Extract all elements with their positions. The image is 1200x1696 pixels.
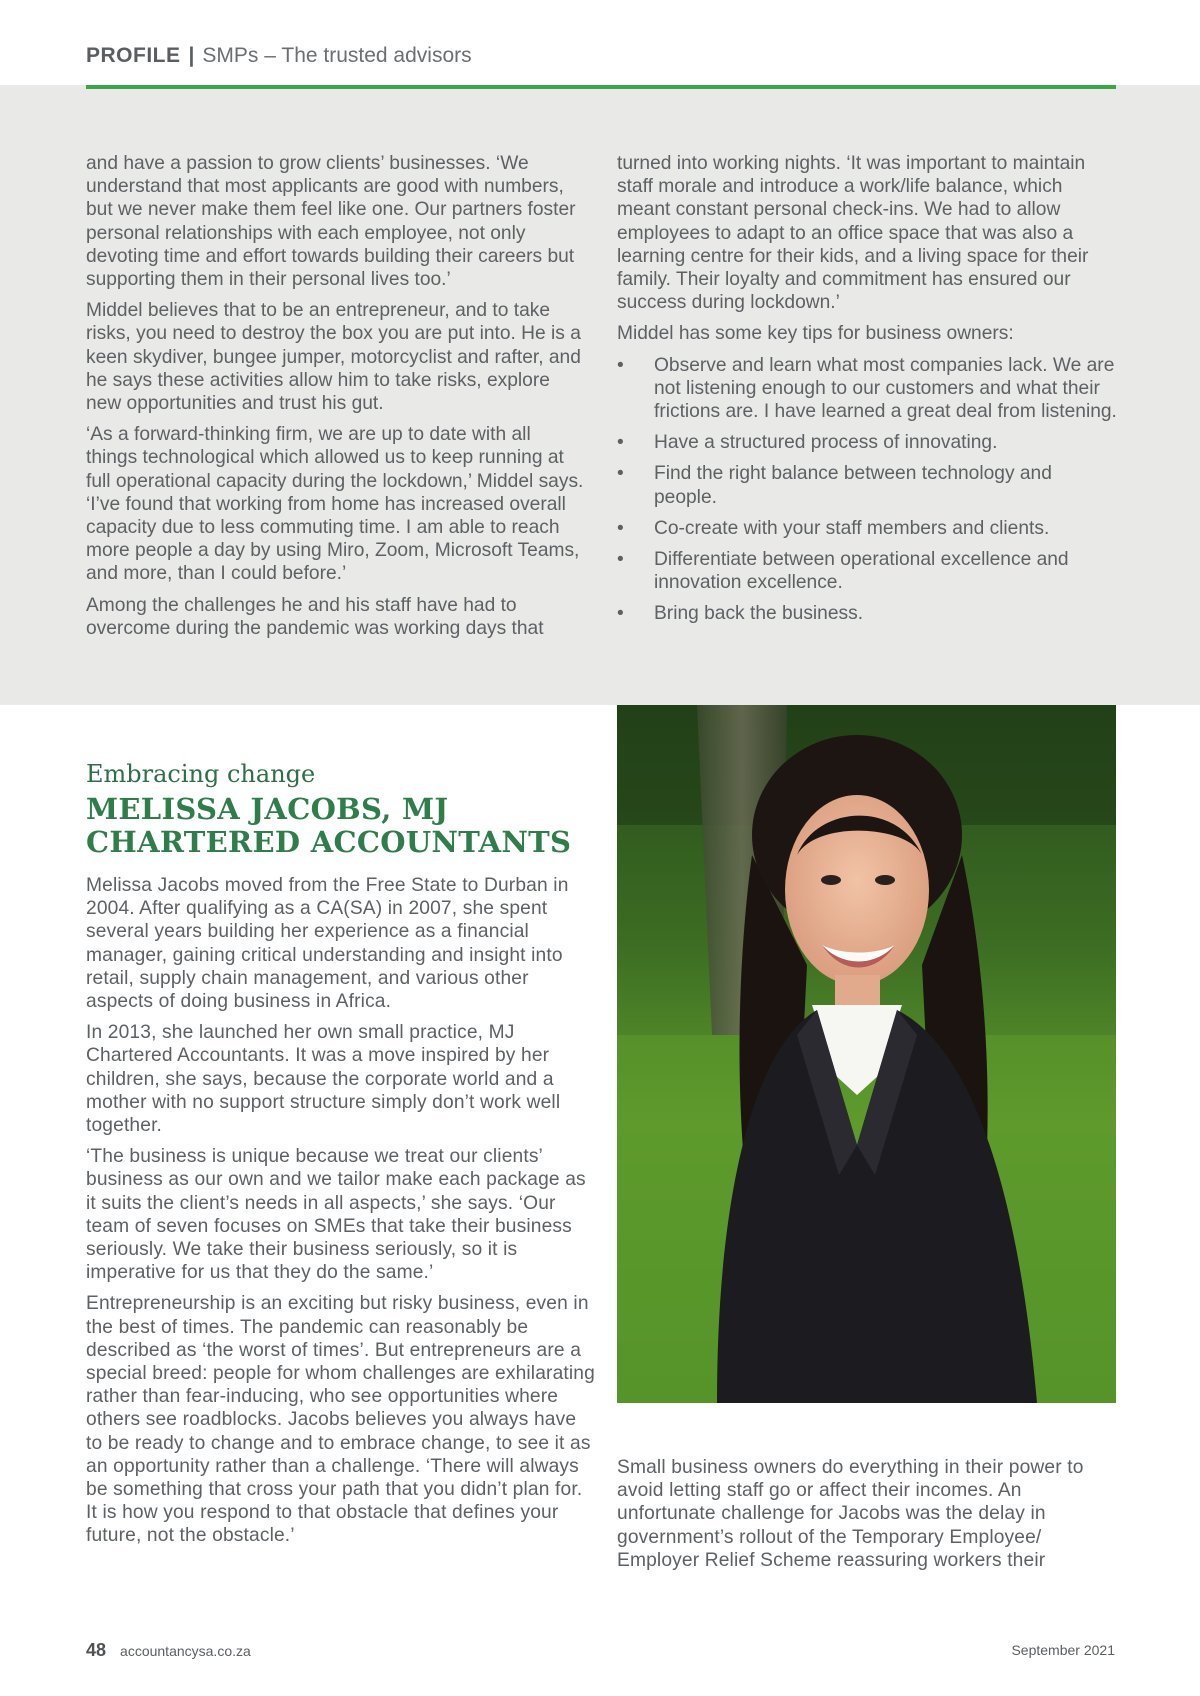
tip-text: Have a structured process of innovating. xyxy=(654,432,998,454)
section-title: MELISSA JACOBS, MJ CHARTERED ACCOUNTANTS xyxy=(86,792,572,859)
bullet: • xyxy=(617,549,624,571)
bottom-left-column xyxy=(86,874,596,1556)
list-item xyxy=(617,354,1117,424)
paragraph: Middel has some key tips for business owners: xyxy=(617,323,1014,345)
issue-date: September 2021 xyxy=(1011,1642,1115,1658)
tip-text: Bring back the business. xyxy=(654,603,864,625)
section-kicker: Embracing change xyxy=(86,760,316,788)
paragraph: Melissa Jacobs moved from the Free State to Durban in 2004. After qualifying as a CA(SA) in 2007, she spent several years building her experience as a financial manager, gaining critical understanding and insight into retail, supply chain management, and various other aspects of doing business in Africa. xyxy=(86,875,569,1013)
list-item xyxy=(617,602,1117,625)
portrait-photo xyxy=(617,705,1116,1403)
green-rule xyxy=(86,85,1116,89)
header-separator: | xyxy=(188,44,195,67)
list-item xyxy=(617,548,1117,594)
header-subtitle: SMPs – The trusted advisors xyxy=(202,44,472,67)
page-number: 48 xyxy=(86,1640,107,1660)
bottom-right-column xyxy=(617,1456,1117,1580)
top-left-column xyxy=(86,152,586,648)
tip-text: Differentiate between operational excellence and innovation excellence. xyxy=(654,549,1069,594)
portrait-illustration xyxy=(617,705,1116,1403)
list-item xyxy=(617,431,1117,454)
bullet: • xyxy=(617,354,624,376)
tip-text: Find the right balance between technology and people. xyxy=(654,463,1052,508)
list-item xyxy=(617,517,1117,540)
top-right-column xyxy=(617,152,1117,634)
tips-list xyxy=(617,354,1117,626)
tip-text: Co-create with your staff members and clients. xyxy=(654,517,1050,539)
paragraph: Among the challenges he and his staff have had to overcome during the pandemic was working days that xyxy=(86,594,544,639)
website-link[interactable]: accountancysa.co.za xyxy=(120,1643,251,1659)
footer-left xyxy=(86,1640,251,1661)
section-label: PROFILE xyxy=(86,44,181,67)
running-header xyxy=(86,44,472,68)
paragraph: Small business owners do everything in their power to avoid letting staff go or affect their incomes. An unfortunate challenge for Jacobs was the delay in government’s rollout of the Temporary Employee/ Employer Relief Scheme reassuring workers their xyxy=(617,1457,1084,1571)
bullet: • xyxy=(617,517,624,539)
bullet: • xyxy=(617,463,624,485)
paragraph: ‘As a forward-thinking firm, we are up to date with all things technological which allowed us to keep running at full operational capacity during the lockdown,’ Middel says. ‘I’ve found that working from home has increased overall capacity due to less commuting time. I am able to reach more people a day by using Miro, Zoom, Microsoft Teams, and more, than I could before.’ xyxy=(86,424,584,585)
tip-text: Observe and learn what most companies lack. We are not listening enough to our customers and what their frictions are. I have learned a great deal from listening. xyxy=(654,354,1117,423)
paragraph: turned into working nights. ‘It was important to maintain staff morale and introduce a work/life balance, which meant constant personal check-ins. We had to allow employees to adapt to an office space that was also a learning centre for their kids, and a living space for their family. Their loyalty and commitment has ensured our success during lockdown.’ xyxy=(617,153,1089,314)
paragraph: Middel believes that to be an entrepreneur, and to take risks, you need to destroy the box you are put into. He is a keen skydiver, bungee jumper, motorcyclist and rafter, and he says these activities allow him to take risks, explore new opportunities and trust his gut. xyxy=(86,300,581,415)
paragraph: and have a passion to grow clients’ businesses. ‘We understand that most applicants are good with numbers, but we never make them feel like one. Our partners foster personal relationships with each employee, not only devoting time and effort towards building their careers but supporting them in their personal lives too.’ xyxy=(86,153,576,291)
paragraph: In 2013, she launched her own small practice, MJ Chartered Accountants. It was a move inspired by her children, she says, because the corporate world and a mother with no support structure simply don’t work well together. xyxy=(86,1022,561,1137)
bullet: • xyxy=(617,432,624,454)
list-item xyxy=(617,462,1117,508)
bullet: • xyxy=(617,603,624,625)
paragraph: Entrepreneurship is an exciting but risky business, even in the best of times. The pandemic can reasonably be described as ‘the worst of times’. But entrepreneurs are a special breed: people for whom challenges are exhilarating rather than fear-inducing, who see opportunities where others see roadblocks. Jacobs believes you always have to be ready to change and to embrace change, to see it as an opportunity rather than a challenge. ‘There will always be something that cross your path that you didn’t plan for. It is how you respond to that obstacle that defines your future, not the obstacle.’ xyxy=(86,1293,595,1547)
paragraph: ‘The business is unique because we treat our clients’ business as our own and we tailor make each package as it suits the client’s needs in all aspects,’ she says. ‘Our team of seven focuses on SMEs that take their business seriously. We take their business seriously, so it is imperative for us that they do the same.’ xyxy=(86,1146,586,1284)
